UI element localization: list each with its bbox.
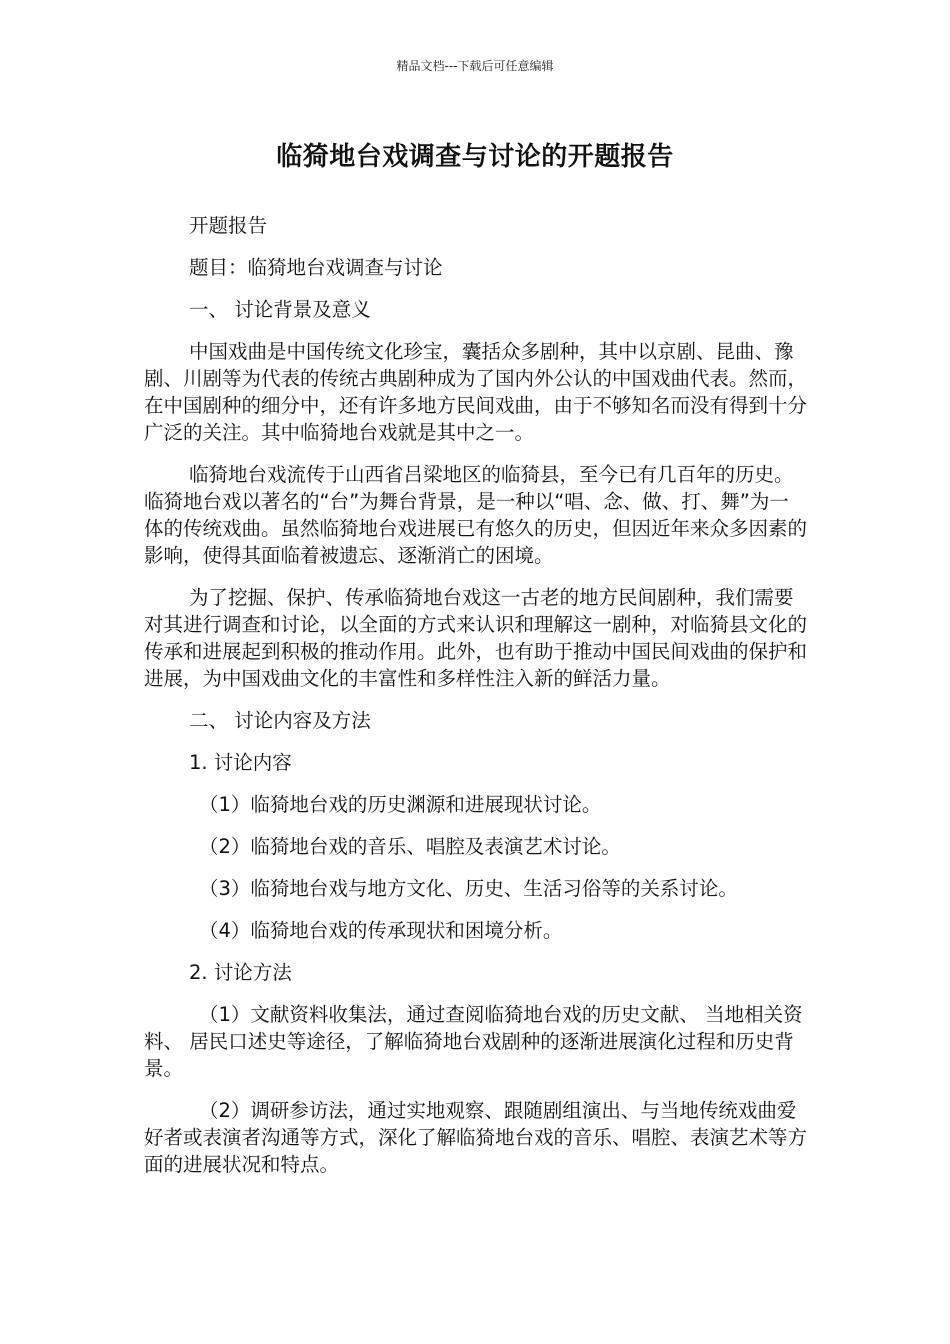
list-item-4: （4）临猗地台戏的传承现状和困境分析。 (199, 919, 563, 942)
paragraph-3: 为了挖掘、保护、传承临猗地台戏这一古老的地方民间剧种，我们需要对其进行调查和讨论，以全面的方式来认识和理解这一剧种，对临猗县文化的传承和进展起到积极的推动作用。此外，也有助于推动中国民间戏曲的保护和进展，为中国戏曲文化的丰富性和多样性注入新的鲜活力量。 (144, 586, 808, 690)
page-header: 精品文档---下载后可任意编辑 (396, 59, 554, 73)
paragraph-2: 临猗地台戏流传于山西省吕梁地区的临猗县，至今已有几百年的历史。临猗地台戏以著名的“台”为舞台背景，是一种以“唱、念、做、打、舞”为一体的传统戏曲。虽然临猗地台戏进展已有悠久的历史，但因近年来众多因素的影响，使得其面临着被遗忘、逐渐消亡的困境。 (144, 463, 808, 567)
subheading-methods: 2. 讨论方法 (189, 961, 292, 984)
subheading-content: 1. 讨论内容 (189, 751, 292, 774)
document-body (144, 212, 808, 1193)
list-item-3: （3）临猗地台戏与地方文化、历史、生活习俗等的关系讨论。 (199, 877, 738, 900)
topic-line: 题目：临猗地台戏调查与讨论 (189, 256, 443, 279)
list-item-1: （1）临猗地台戏的历史渊源和进展现状讨论。 (199, 793, 602, 816)
list-item-2: （2）临猗地台戏的音乐、唱腔及表演艺术讨论。 (199, 835, 621, 858)
method-2: （2）调研参访法，通过实地观察、跟随剧组演出、与当地传统戏曲爱好者或表演者沟通等方式，深化了解临猗地台戏的音乐、唱腔、表演艺术等方面的进展状况和特点。 (144, 1099, 808, 1176)
section-heading-1: 一、 讨论背景及意义 (189, 298, 371, 321)
report-label: 开题报告 (189, 214, 268, 237)
document-title: 临猗地台戏调查与讨论的开题报告 (276, 142, 674, 172)
method-1: （1）文献资料收集法，通过查阅临猗地台戏的历史文献、 当地相关资料、 居民口述史等途径，了解临猗地台戏剧种的逐渐进展演化过程和历史背景。 (144, 1003, 803, 1080)
section-heading-2: 二、 讨论内容及方法 (189, 709, 371, 732)
paragraph-1: 中国戏曲是中国传统文化珍宝，囊括众多剧种，其中以京剧、昆曲、豫剧、川剧等为代表的传统古典剧种成为了国内外公认的中国戏曲代表。然而，在中国剧种的细分中，还有许多地方民间戏曲，由于不够知名而没有得到十分广泛的关注。其中临猗地台戏就是其中之一。 (144, 340, 808, 444)
